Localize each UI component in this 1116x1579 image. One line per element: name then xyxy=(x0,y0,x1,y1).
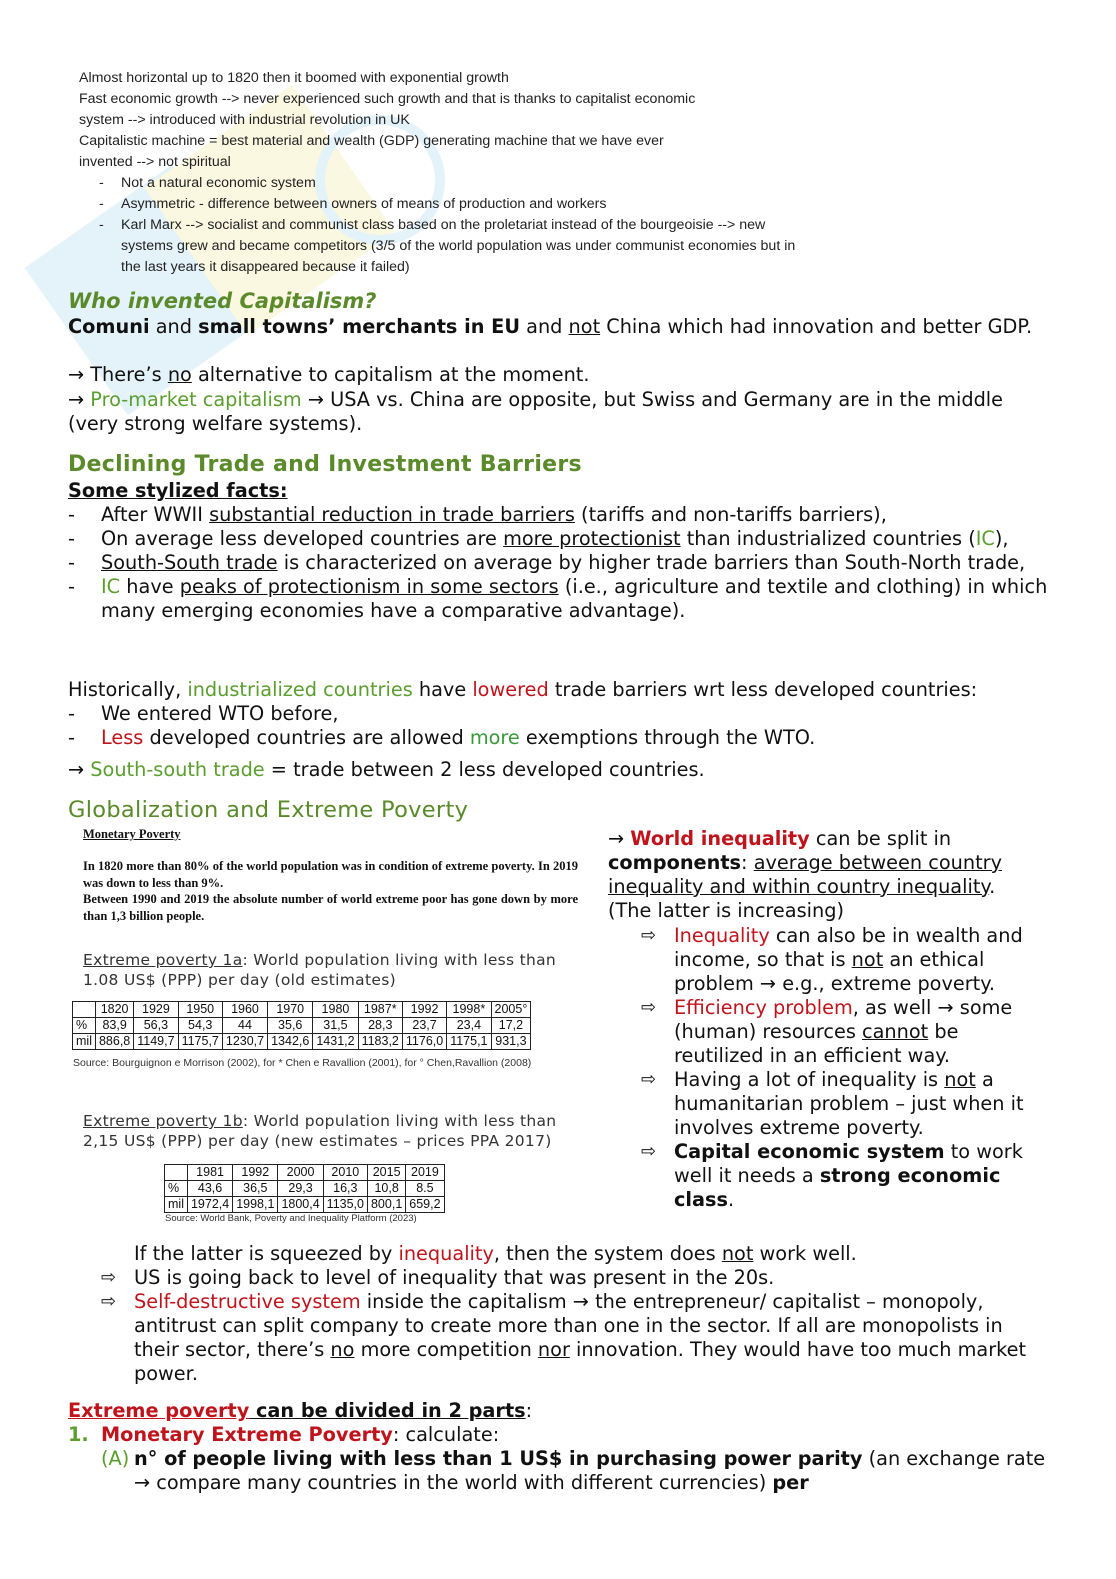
text: innovation. They would have too much market power. xyxy=(134,1338,1027,1385)
text-red: World inequality xyxy=(630,827,810,850)
text: is characterized on average by higher trade barriers than South-North trade, xyxy=(277,551,1026,574)
text-underline: not xyxy=(568,315,601,338)
arrow-icon: ⇨ xyxy=(101,1267,117,1288)
list-item xyxy=(608,924,1038,996)
table-cell: % xyxy=(73,1018,96,1034)
text-green: South-south trade xyxy=(90,758,265,781)
table-cell: 1175,1 xyxy=(447,1034,491,1050)
intro-line: system --> introduced with industrial revolution in UK xyxy=(79,112,410,128)
trade-southsouth xyxy=(68,758,1048,782)
trade-heading: Declining Trade and Investment Barriers xyxy=(68,452,582,477)
table-row xyxy=(165,1165,445,1181)
trade-hist-list xyxy=(68,702,1048,750)
text-red: Monetary Extreme Poverty xyxy=(101,1423,393,1446)
text-underline: more protectionist xyxy=(503,527,681,550)
list-item xyxy=(68,503,1048,527)
text-bold: small towns’ merchants in EU xyxy=(198,315,520,338)
text: : xyxy=(741,851,754,874)
table-cell: 1230,7 xyxy=(222,1034,267,1050)
table-cell: 2010 xyxy=(323,1165,367,1181)
monetary-poverty-title: Monetary Poverty xyxy=(83,827,181,841)
list-item xyxy=(68,575,1048,623)
intro-block xyxy=(79,68,819,278)
text-green: more xyxy=(469,726,520,749)
text: and xyxy=(520,315,569,338)
text: (i.e., agriculture and textile and clothing) in which many emerging economies have a comparative advantage). xyxy=(101,575,1048,622)
text-bold: components xyxy=(608,851,742,874)
text-red: Efficiency problem xyxy=(674,996,853,1019)
list-item xyxy=(68,551,1048,575)
table-cell: mil xyxy=(73,1034,96,1050)
text-underline: no xyxy=(167,363,192,386)
table-cell: 1135,0 xyxy=(323,1197,367,1213)
list-item xyxy=(608,996,1038,1068)
text: have xyxy=(412,678,473,701)
text-green: IC xyxy=(975,527,995,550)
table-1b-caption xyxy=(83,1111,583,1151)
arrow-icon: ⇨ xyxy=(641,1069,657,1090)
table-cell: 1998,1 xyxy=(233,1197,278,1213)
table-cell: 1960 xyxy=(222,1002,267,1018)
text-underline: no xyxy=(330,1338,355,1361)
table-row xyxy=(73,1034,531,1050)
table-cell: 1929 xyxy=(134,1002,178,1018)
text-underline: South-South trade xyxy=(101,551,278,574)
text: than industrialized countries ( xyxy=(680,527,976,550)
intro-line: Almost horizontal up to 1820 then it boomed with exponential growth xyxy=(79,70,509,86)
text-bold: per xyxy=(772,1471,809,1494)
table-cell: 44 xyxy=(222,1018,267,1034)
poverty-table-1b xyxy=(164,1164,445,1213)
text: work well. xyxy=(753,1242,857,1265)
list-label: (A) xyxy=(101,1447,130,1470)
text-underline: cannot xyxy=(862,1020,929,1043)
list-item xyxy=(68,1290,1053,1386)
table-cell: 1342,6 xyxy=(268,1034,313,1050)
table-cell xyxy=(165,1165,188,1181)
intro-line: Capitalistic machine = best material and wealth (GDP) generating machine that we have ever xyxy=(79,133,664,149)
arrow-icon: ⇨ xyxy=(641,997,657,1018)
text: → USA vs. China are opposite, but Swiss and Germany are in the middle (very strong welfare systems). xyxy=(68,388,1004,435)
table-1a-caption xyxy=(83,950,583,990)
text: After WWII xyxy=(101,503,210,526)
text-red: Extreme poverty xyxy=(68,1399,250,1422)
text-underline: nor xyxy=(537,1338,570,1361)
list-item xyxy=(68,1266,1053,1290)
arrow-text: → xyxy=(68,388,91,411)
text-bold: Comuni xyxy=(68,315,150,338)
extreme-heading xyxy=(68,1399,1053,1423)
text: an ethical problem → e.g., extreme poverty. xyxy=(674,948,996,995)
text: exemptions through the WTO. xyxy=(519,726,816,749)
text: China which had innovation and better GDP. xyxy=(600,315,1033,338)
arrow-icon: ⇨ xyxy=(641,1141,657,1162)
table-row xyxy=(165,1197,445,1213)
text-bold: Capital economic system xyxy=(674,1140,945,1163)
table-cell: 1972,4 xyxy=(187,1197,232,1213)
text-red: Less xyxy=(101,726,144,749)
table-cell: 56,3 xyxy=(134,1018,178,1034)
text: : World population living with less than 2,15 US$ (PPP) per day (new estimates – prices PPA 2017) xyxy=(83,1112,557,1150)
text: trade barriers wrt less developed countries: xyxy=(548,678,978,701)
text-red: Inequality xyxy=(674,924,770,947)
extreme-list xyxy=(68,1423,1053,1495)
text: to work well it needs a xyxy=(674,1140,1023,1187)
trade-historically xyxy=(68,678,1058,702)
list-item xyxy=(68,1423,1053,1447)
text-underline: not xyxy=(944,1068,976,1091)
table-cell: 886,8 xyxy=(95,1034,133,1050)
table-cell: 1981 xyxy=(187,1165,232,1181)
table-cell: 31,5 xyxy=(313,1018,358,1034)
text: Between 1990 and 2019 the absolute number of world extreme poor has gone down by more than 1,3 billion people. xyxy=(83,892,578,923)
table-row xyxy=(165,1181,445,1197)
table-cell: 10,8 xyxy=(367,1181,405,1197)
text: . xyxy=(728,1188,735,1211)
table-cell: 1992 xyxy=(402,1002,446,1018)
list-item xyxy=(68,1447,1053,1495)
table-cell: 17,2 xyxy=(491,1018,531,1034)
table-cell: 1431,2 xyxy=(313,1034,358,1050)
list-item xyxy=(608,1068,1038,1140)
text: ), xyxy=(994,527,1009,550)
text: Having a lot of inequality is xyxy=(674,1068,945,1091)
table-cell: 1970 xyxy=(268,1002,313,1018)
text: , as well → some (human) resources xyxy=(674,996,1013,1043)
poverty-heading: Globalization and Extreme Poverty xyxy=(68,797,469,823)
text-bold: n° of people living with less than 1 US$ in purchasing power parity xyxy=(134,1447,863,1470)
text: , then the system does xyxy=(493,1242,722,1265)
text: In 1820 more than 80% of the world population was in condition of extreme poverty. In 2019 was down to less than 9%. xyxy=(83,859,578,890)
table-cell: 2005° xyxy=(491,1002,531,1018)
intro-line: invented --> not spiritual xyxy=(79,154,231,170)
text: and xyxy=(149,315,199,338)
arrow-icon: ⇨ xyxy=(641,925,657,946)
text-underline: Extreme poverty 1b xyxy=(83,1112,243,1130)
text: can also be in wealth and income, so that is xyxy=(674,924,1023,971)
table-cell: 23,7 xyxy=(402,1018,446,1034)
text-green: IC xyxy=(101,575,121,598)
table-1b-source: Source: World Bank, Poverty and Inequality Platform (2023) xyxy=(165,1213,417,1224)
table-cell: 931,3 xyxy=(491,1034,531,1050)
text: inside the capitalism → the entrepreneur/ capitalist – monopoly, antitrust can split company to create more than one in the sector. If all are monopolists in their sector, there’s xyxy=(134,1290,1003,1361)
table-cell: 43,6 xyxy=(187,1181,232,1197)
text-underline: Extreme poverty 1a xyxy=(83,951,243,969)
text: (tariffs and non-tariffs barriers), xyxy=(574,503,887,526)
list-number: 1. xyxy=(68,1423,89,1446)
arrow-text: → xyxy=(608,827,631,850)
text-green: Pro-market capitalism xyxy=(90,388,302,411)
text-underline: not xyxy=(851,948,884,971)
inequality-list xyxy=(608,924,1038,1212)
text-green: industrialized countries xyxy=(187,678,413,701)
intro-bullet: - Karl Marx --> socialist and communist class based on the proletariat instead of the bourgeoisie --> new systems grew and became competitors (3/5 of the world population was under communist economies but in the last years it disappeared because it failed) xyxy=(79,215,811,278)
text: If the latter is squeezed by xyxy=(134,1242,399,1265)
table-cell: 2019 xyxy=(406,1165,444,1181)
intro-bullet: - Asymmetric - difference between owners of means of production and workers xyxy=(79,194,819,215)
table-cell: 1950 xyxy=(178,1002,222,1018)
text: : calculate: xyxy=(392,1423,500,1446)
trade-facts-list xyxy=(68,503,1048,623)
arrow-text: → There’s xyxy=(68,363,168,386)
table-cell: 83,9 xyxy=(95,1018,133,1034)
trade-subheading: Some stylized facts: xyxy=(68,479,288,502)
text-underline: peaks of protectionism in some sectors xyxy=(179,575,559,598)
table-cell: 35,6 xyxy=(268,1018,313,1034)
table-cell: 54,3 xyxy=(178,1018,222,1034)
list-item: - We entered WTO before, xyxy=(68,702,1048,726)
table-cell: 28,3 xyxy=(358,1018,402,1034)
intro-line: Fast economic growth --> never experienced such growth and that is thanks to capitalist economic xyxy=(79,91,696,107)
table-cell: % xyxy=(165,1181,188,1197)
table-cell: 1800,4 xyxy=(278,1197,323,1213)
text-red: inequality xyxy=(398,1242,494,1265)
text: more competition xyxy=(354,1338,538,1361)
table-cell: 1987* xyxy=(358,1002,402,1018)
text: . (The latter is increasing) xyxy=(608,875,996,922)
text: US is going back to level of inequality that was present in the 20s. xyxy=(134,1266,775,1289)
text-underline: can be divided in 2 parts xyxy=(249,1399,526,1422)
table-cell: 659,2 xyxy=(406,1197,444,1213)
table-cell: 8.5 xyxy=(406,1181,444,1197)
table-cell: 800,1 xyxy=(367,1197,405,1213)
text: have xyxy=(120,575,180,598)
table-cell: 1820 xyxy=(95,1002,133,1018)
list-item xyxy=(68,1242,1053,1266)
table-cell xyxy=(73,1002,96,1018)
text-red: Self-destructive system xyxy=(134,1290,361,1313)
capitalism-alt-line xyxy=(68,363,1053,387)
poverty-table-1a xyxy=(72,1001,531,1050)
text: : World population living with less than 1.08 US$ (PPP) per day (old estimates) xyxy=(83,951,557,989)
table-cell: 1183,2 xyxy=(358,1034,402,1050)
text: Historically, xyxy=(68,678,188,701)
list-item xyxy=(608,1140,1038,1212)
table-cell: mil xyxy=(165,1197,188,1213)
capitalism-promarket-line xyxy=(68,388,1053,436)
text: = trade between 2 less developed countries. xyxy=(264,758,705,781)
table-cell: 2000 xyxy=(278,1165,323,1181)
inequality-continued xyxy=(68,1242,1053,1386)
text: be reutilized in an efficient way. xyxy=(674,1020,959,1067)
text: developed countries are allowed xyxy=(143,726,470,749)
capitalism-heading: Who invented Capitalism? xyxy=(68,289,377,313)
table-cell: 1175,7 xyxy=(178,1034,222,1050)
inequality-intro xyxy=(608,827,1038,923)
text: alternative to capitalism at the moment. xyxy=(191,363,590,386)
text: On average less developed countries are xyxy=(101,527,504,550)
text: can be split in xyxy=(809,827,952,850)
table-cell: 1149,7 xyxy=(134,1034,178,1050)
table-cell: 1176,0 xyxy=(402,1034,446,1050)
table-cell: 23,4 xyxy=(447,1018,491,1034)
table-cell: 16,3 xyxy=(323,1181,367,1197)
list-item xyxy=(68,527,1048,551)
table-1a-source: Source: Bourguignon e Morrison (2002), for * Chen e Ravallion (2001), for ° Chen,Ravallion (2008) xyxy=(73,1057,532,1069)
arrow-text: → xyxy=(68,758,91,781)
text: (an exchange rate → compare many countries in the world with different currencies) xyxy=(134,1447,1046,1494)
table-row xyxy=(73,1018,531,1034)
table-cell: 36,5 xyxy=(233,1181,278,1197)
intro-bullet: - Not a natural economic system xyxy=(79,173,819,194)
text: : xyxy=(525,1399,533,1422)
capitalism-paragraph xyxy=(68,315,1053,339)
table-cell: 1998* xyxy=(447,1002,491,1018)
text-underline: not xyxy=(721,1242,754,1265)
table-cell: 29,3 xyxy=(278,1181,323,1197)
text-red: lowered xyxy=(472,678,549,701)
table-cell: 2015 xyxy=(367,1165,405,1181)
arrow-icon: ⇨ xyxy=(101,1291,117,1312)
table-cell: 1992 xyxy=(233,1165,278,1181)
table-row xyxy=(73,1002,531,1018)
table-cell: 1980 xyxy=(313,1002,358,1018)
text-bold: strong economic class xyxy=(674,1164,1001,1211)
monetary-poverty-text xyxy=(83,858,578,924)
text-underline: substantial reduction in trade barriers xyxy=(209,503,575,526)
list-item xyxy=(68,726,1048,750)
text-underline: average between country inequality and within country inequality xyxy=(608,851,1002,898)
text: a humanitarian problem – just when it involves extreme poverty. xyxy=(674,1068,1024,1139)
